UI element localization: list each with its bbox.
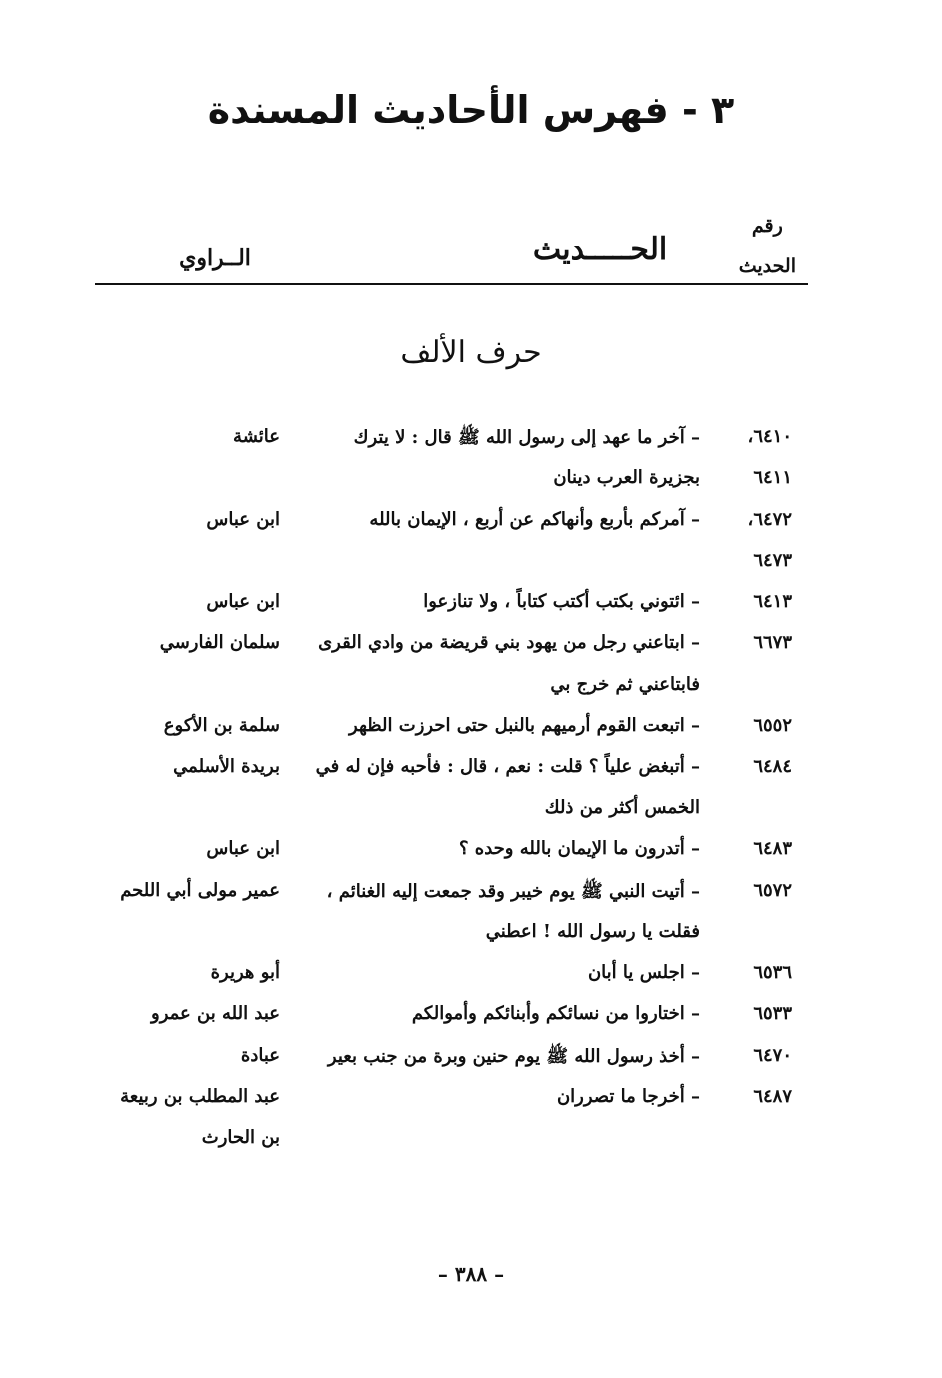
table-row [100,674,792,710]
hadith-number: ٦٦٧٣ [753,632,792,653]
column-header-number [739,206,796,286]
table-row [100,880,792,916]
hadith-number: ٦٤٨٧ [753,1086,792,1107]
table-row [100,1127,792,1163]
narrator-name: عبادة [240,1045,280,1066]
narrator-name: بريدة الأسلمي [173,756,280,777]
header-divider [95,283,808,285]
table-row [100,426,792,462]
page-number: – ٣٨٨ – [437,1262,505,1286]
hadith-number: ٦٥٥٢ [753,715,792,736]
page-title: ٣ - فهرس الأحاديث المسندة [207,88,735,132]
table-row [100,509,792,545]
section-heading: حرف الألف [400,335,542,370]
table-row [100,962,792,998]
narrator-name: عمير مولى أبي اللحم [120,880,280,901]
hadith-text: فابتاعني ثم خرج بي [550,674,700,695]
hadith-number: ٦٤٧٣ [753,550,792,571]
hadith-number: ٦٤١١ [753,467,792,488]
narrator-name: عائشة [233,426,280,447]
narrator-name: عبد المطلب بن ربيعة [120,1086,280,1107]
hadith-text: بجزيرة العرب دينان [553,467,700,488]
hadith-text: – أتبغض علياً ؟ قلت : نعم ، قال : فأحبه فإن له في [315,756,700,777]
hadith-number: ٦٥٣٣ [753,1003,792,1024]
hadith-number: ٦٤٧٠ [753,1045,792,1066]
narrator-name: ابن عباس [206,509,280,530]
hadith-text: – اجلس يا أبان [587,962,700,983]
column-header-number-line2: الحديث [738,255,796,277]
hadith-text: – آخر ما عهد إلى رسول الله ﷺ قال : لا يترك [353,427,700,448]
hadith-text: – ائتوني بكتب أكتب كتاباً ، ولا تنازعوا [423,591,700,612]
hadith-text: – أتدرون ما الإيمان بالله وحده ؟ [458,838,700,859]
hadith-text: – اختاروا من نسائكم وأبنائكم وأموالكم [411,1003,700,1024]
hadith-number: ٦٤٨٣ [753,838,792,859]
hadith-number: ٦٥٣٦ [753,962,792,983]
column-header-narrator: الــراوي [179,245,251,271]
hadith-text: – أتيت النبي ﷺ يوم خيبر وقد جمعت إليه الغنائم ، [326,881,700,902]
table-row [100,838,792,874]
hadith-text: – أخرجا ما تصرران [556,1086,700,1107]
hadith-text: فقلت يا رسول الله ! اعطني [485,921,700,942]
hadith-text: الخمس أكثر من ذلك [544,797,700,818]
narrator-name: ابن عباس [206,591,280,612]
hadith-number: ٦٤٧٢، [747,509,792,530]
hadith-number: ٦٤١٣ [753,591,792,612]
table-row [100,1045,792,1081]
column-header-hadith: الحـــــديث [532,232,668,267]
table-row [100,921,792,957]
hadith-text: – ابتاعني رجل من يهود بني قريضة من وادي القرى [318,632,700,653]
narrator-name: سلمان الفارسي [159,632,280,653]
table-row [100,797,792,833]
narrator-name: بن الحارث [201,1127,280,1148]
narrator-name: سلمة بن الأكوع [163,715,280,736]
table-row [100,756,792,792]
table-row [100,591,792,627]
hadith-text: – أخذ رسول الله ﷺ يوم حنين وبرة من جنب بعير [327,1046,700,1067]
column-header-number-line1: رقم [751,215,783,237]
table-row [100,1086,792,1122]
hadith-number: ٦٤٨٤ [753,756,792,777]
hadith-text: – آمركم بأربع وأنهاكم عن أربع ، الإيمان بالله [369,509,700,530]
hadith-number: ٦٥٧٢ [753,880,792,901]
table-row [100,632,792,668]
table-row [100,1003,792,1039]
table-row [100,715,792,751]
hadith-text: – اتبعت القوم أرميهم بالنبل حتى احرزت الظهر [349,715,700,736]
narrator-name: أبو هريرة [210,962,280,983]
narrator-name: ابن عباس [206,838,280,859]
table-row [100,467,792,503]
hadith-number: ٦٤١٠، [747,426,792,447]
narrator-name: عبد الله بن عمرو [151,1003,280,1024]
table-row [100,550,792,586]
